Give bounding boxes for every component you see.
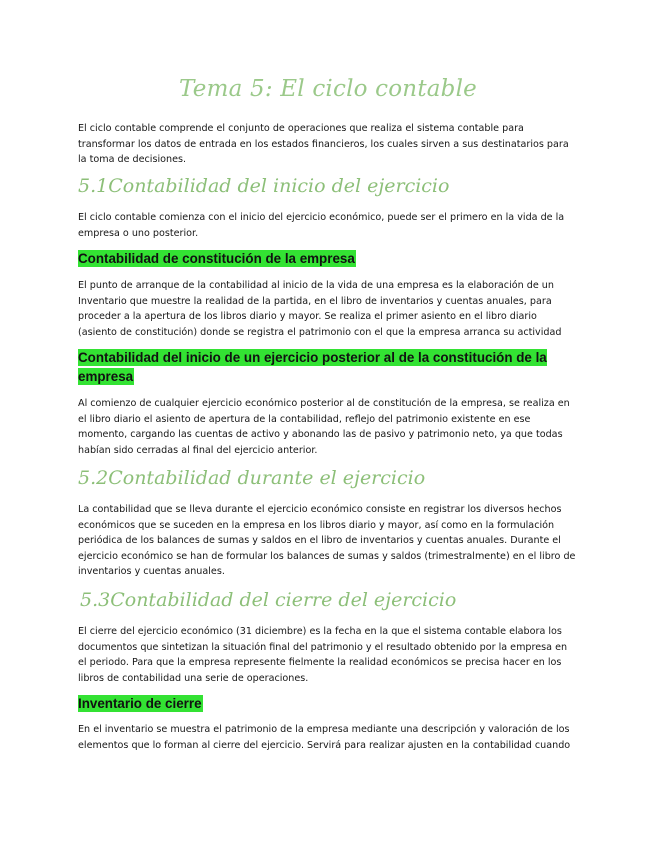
section-5-2-paragraph: La contabilidad que se lleva durante el ejercicio económico consiste en registrar los diversos hechos económicos que se suceden en la empresa en los libros diario y mayor, así como en la formulación periódica de los balances de sumas y saldos en el libro de inventarios y cuentas anuales. Durante el ejercicio económico se han de formular los balances de sumas y saldos (trimestralmente) en el libro de inventarios y cuentas anuales. [78,504,576,578]
subheading-constitucion-text: Contabilidad de constitución de la empresa [78,251,355,266]
intro-paragraph: El ciclo contable comprende el conjunto de operaciones que realiza el sistema contable para transformar los datos de entrada en los estados financieros, los cuales sirven a sus destinatarios para la toma de decisiones. [78,123,569,166]
subheading-constitucion [78,249,356,268]
subheading-inventario-cierre-text: Inventario de cierre [78,696,202,711]
subheading-inventario-cierre [78,694,203,713]
subheading-ejercicio-posterior [78,348,548,386]
document-title: Tema 5: El ciclo contable [179,76,477,102]
ejercicio-posterior-paragraph: Al comienzo de cualquier ejercicio económico posterior al de constitución de la empresa, se realiza en el libro diario el asiento de apertura de la contabilidad, reflejo del patrimonio existente en ese momento, cargando las cuentas de activo y abonando las de pasivo y patrimonio neto, ya que todas habían sido cerradas al final del ejercicio anterior. [78,398,570,456]
section-heading-5-1: 5.1Contabilidad del inicio del ejercicio [78,175,450,197]
inventario-cierre-paragraph: En el inventario se muestra el patrimonio de la empresa mediante una descripción y valoración de los elementos que lo forman al cierre del ejercicio. Servirá para realizar ajusten en la contabilidad cuando [78,724,571,751]
section-heading-5-2: 5.2Contabilidad durante el ejercicio [78,467,426,489]
section-5-1-paragraph: El ciclo contable comienza con el inicio del ejercicio económico, puede ser el primero en la vida de la empresa o uno posterior. [78,212,565,239]
section-heading-5-3: 5.3Contabilidad del cierre del ejercicio [80,589,457,611]
subheading-ejercicio-posterior-text: Contabilidad del inicio de un ejercicio posterior al de la constitución de la empresa [78,350,547,384]
section-5-3-paragraph: El cierre del ejercicio económico (31 diciembre) es la fecha en la que el sistema contable elabora los documentos que sintetizan la situación final del patrimonio y el resultado obtenido por la empresa en el periodo. Para que la empresa represente fielmente la realidad económicos se precisa hacer en los libros de contabilidad una serie de operaciones. [78,626,568,684]
constitucion-paragraph: El punto de arranque de la contabilidad al inicio de la vida de una empresa es la elaboración de un Inventario que muestre la realidad de la partida, en el libro de inventarios y cuentas anuales, para proceder a la apertura de los libros diario y mayor. Se realiza el primer asiento en el libro diario (asiento de constitución) donde se registra el patrimonio con el que la empresa arranca su actividad [78,280,562,338]
